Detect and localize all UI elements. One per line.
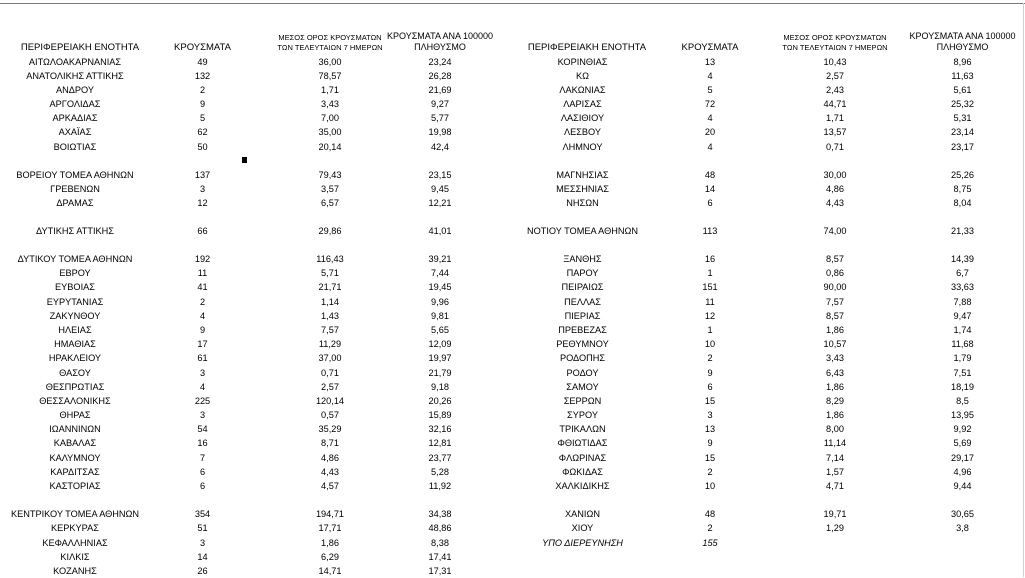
cases-cell: 14 [704,184,716,194]
cases-cell: 15 [704,396,716,406]
avg-cell: 1,71 [826,113,844,123]
region-cell: ΠΑΡΟΥ [566,268,599,278]
avg-cell: 11,29 [318,339,342,349]
region-cell: ΠΡΕΒΕΖΑΣ [558,325,607,335]
region-cell: ΚΑΒΑΛΑΣ [53,438,97,448]
table-row [0,296,1025,309]
per-100k-cell: 20,26 [428,396,452,406]
table-row [0,423,1025,436]
avg-cell: 35,29 [318,424,342,434]
per-100k-cell: 9,47 [953,311,972,321]
per-100k-cell: 25,26 [951,170,974,180]
header-cases-right: ΚΡΟΥΣΜΑΤΑ [681,42,739,53]
cases-cell: 10 [704,339,716,349]
avg-cell: 0,71 [826,142,844,152]
region-cell: ΕΥΒΟΙΑΣ [55,282,95,292]
per-100k-cell: 12,09 [428,339,452,349]
cases-cell: 3 [707,410,713,420]
region-cell: ΡΟΔΟΥ [566,368,599,378]
region-cell: ΛΕΣΒΟΥ [563,127,602,137]
per-100k-cell: 8,04 [953,198,972,208]
per-100k-cell: 25,32 [951,99,974,109]
region-cell: ΧΙΟΥ [571,523,594,533]
per-100k-cell: 9,18 [431,382,449,392]
table-row [0,225,1025,238]
avg-cell: 194,71 [315,509,345,519]
avg-cell: 1,43 [321,311,339,321]
region-cell: ΘΕΣΣΑΛΟΝΙΚΗΣ [39,396,111,406]
table-row [0,537,1025,550]
region-cell: ΛΑΚΩΝΙΑΣ [559,85,606,95]
region-cell: ΝΗΣΩΝ [566,198,599,208]
table-row [0,565,1025,578]
avg-cell: 6,43 [826,368,844,378]
avg-cell: 35,00 [318,127,342,137]
cases-cell: 11 [197,268,208,278]
region-cell: ΑΙΤΩΛΟΑΚΑΡΝΑΝΙΑΣ [28,57,122,67]
per-100k-cell: 4,96 [953,467,972,477]
table-row [0,551,1025,564]
region-cell: ΑΡΓΟΛΙΔΑΣ [49,99,101,109]
cases-cell: 3 [199,410,206,420]
region-cell: ΡΕΘΥΜΝΟΥ [556,339,609,349]
per-100k-cell: 30,65 [951,509,974,519]
table-row [0,281,1025,294]
per-100k-cell: 5,28 [431,467,449,477]
avg-cell: 0,71 [321,368,339,378]
region-cell: ΛΑΡΙΣΑΣ [563,99,602,109]
region-cell: ΛΗΜΝΟΥ [562,142,603,152]
cases-cell: 2 [199,297,206,307]
per-100k-cell: 9,96 [431,297,449,307]
region-cell: ΗΡΑΚΛΕΙΟΥ [48,353,102,363]
cases-cell: 61 [197,353,208,363]
cases-cell: 41 [197,282,208,292]
avg-cell: 37,00 [318,353,342,363]
region-cell: ΣΕΡΡΩΝ [563,396,602,406]
region-cell: ΚΑΣΤΟΡΙΑΣ [49,481,101,491]
per-100k-cell: 13,95 [951,410,974,420]
region-cell: ΜΑΓΝΗΣΙΑΣ [556,170,609,180]
table-row [0,437,1025,450]
cases-cell: 10 [704,481,716,491]
avg-cell: 19,71 [823,509,847,519]
region-cell: ΞΑΝΘΗΣ [563,254,602,264]
avg-cell: 4,71 [826,481,844,491]
region-cell: ΚΙΛΚΙΣ [60,552,90,562]
cases-cell: 15 [704,453,716,463]
region-cell: ΚΩ [576,71,589,81]
header-avg-line1: ΜΕΣΟΣ ΟΡΟΣ ΚΡΟΥΣΜΑΤΩΝ [783,33,887,42]
avg-cell: 44,71 [823,99,847,109]
region-cell: ΦΩΚΙΔΑΣ [562,467,603,477]
region-cell: ΜΕΣΣΗΝΙΑΣ [556,184,609,194]
table-row [0,310,1025,323]
avg-cell: 8,57 [826,311,844,321]
avg-cell: 13,57 [823,127,847,137]
cases-cell: 1 [707,268,713,278]
table-row [0,112,1025,125]
cases-cell: 6 [199,467,206,477]
table-row [0,324,1025,337]
cases-cell: 5 [199,113,206,123]
table-row [0,508,1025,521]
per-100k-cell: 26,28 [428,71,452,81]
per-100k-cell: 23,77 [428,453,452,463]
avg-cell: 7,00 [321,113,339,123]
per-100k-cell: 39,21 [428,254,452,264]
avg-cell: 30,00 [823,170,847,180]
per-100k-cell: 17,31 [428,566,452,576]
avg-cell: 14,71 [318,566,342,576]
per-100k-cell: 19,97 [428,353,452,363]
table-row [0,338,1025,351]
cases-cell: 12 [704,311,716,321]
per-100k-cell: 42,4 [431,142,449,152]
header-cases-left: ΚΡΟΥΣΜΑΤΑ [174,42,231,53]
per-100k-cell: 19,98 [428,127,452,137]
cases-cell: 9 [199,325,206,335]
avg-cell: 90,00 [823,282,847,292]
table-row [0,480,1025,493]
table-row [0,169,1025,182]
table-row [0,126,1025,139]
region-cell: ΘΑΣΟΥ [59,368,91,378]
avg-cell: 11,14 [823,438,847,448]
avg-cell: 4,43 [321,467,339,477]
avg-cell: 3,43 [826,353,844,363]
avg-cell: 8,57 [826,254,844,264]
cases-cell: 4 [707,113,713,123]
avg-cell: 1,71 [321,85,339,95]
region-cell: ΑΝΔΡΟΥ [55,85,94,95]
per-100k-cell: 23,14 [951,127,974,137]
header-avg-line2: ΤΩΝ ΤΕΛΕΥΤΑΙΩΝ 7 ΗΜΕΡΩΝ [277,43,383,52]
region-cell: ΘΕΣΠΡΩΤΙΑΣ [45,382,105,392]
cases-cell: 16 [704,254,716,264]
region-cell: ΓΡΕΒΕΝΩΝ [50,184,100,194]
cases-cell: 54 [197,424,208,434]
table-row [0,70,1025,83]
region-cell: ΚΕΝΤΡΙΚΟΥ ΤΟΜΕΑ ΑΘΗΝΩΝ [10,509,140,519]
header-per-line1: ΚΡΟΥΣΜΑΤΑ ΑΝΑ 100000 [387,31,493,41]
avg-cell: 4,43 [826,198,844,208]
table-row [0,197,1025,210]
table-row [0,141,1025,154]
cases-cell: 7 [199,453,206,463]
header-per-line2: ΠΛΗΘΥΣΜΟ [936,42,989,52]
region-cell: ΧΑΝΙΩΝ [565,509,600,519]
cases-cell: 3 [199,184,206,194]
region-cell: ΙΩΑΝΝΙΝΩΝ [49,424,101,434]
table-row [0,183,1025,196]
avg-cell: 4,86 [321,453,339,463]
per-100k-cell: 11,68 [951,339,974,349]
per-100k-cell: 1,74 [953,325,972,335]
cases-cell: 13 [704,57,716,67]
cases-cell: 14 [197,552,208,562]
region-cell: ΚΑΛΥΜΝΟΥ [49,453,101,463]
per-100k-cell: 5,31 [953,113,972,123]
table-row [0,84,1025,97]
per-100k-cell: 8,96 [953,57,972,67]
avg-cell: 6,57 [321,198,339,208]
avg-cell: 36,00 [318,57,342,67]
region-cell: ΚΟΡΙΝΘΙΑΣ [557,57,608,67]
region-cell: ΔΥΤΙΚΟΥ ΤΟΜΕΑ ΑΘΗΝΩΝ [17,254,133,264]
per-100k-cell: 23,24 [428,57,452,67]
per-100k-cell: 8,75 [953,184,972,194]
per-100k-cell: 9,92 [953,424,972,434]
region-cell: ΚΟΖΑΝΗΣ [53,566,97,576]
cases-cell: 137 [194,170,211,180]
region-cell: ΠΕΙΡΑΙΩΣ [561,282,604,292]
per-100k-cell: 9,81 [431,311,449,321]
per-100k-cell: 11,63 [951,71,974,81]
avg-cell: 21,71 [318,282,342,292]
table-row [0,352,1025,365]
region-cell: ΗΛΕΙΑΣ [58,325,92,335]
per-100k-cell: 7,51 [953,368,972,378]
avg-cell: 10,43 [823,57,847,67]
cases-cell: 132 [194,71,211,81]
per-100k-cell: 1,79 [953,353,972,363]
per-100k-cell: 14,39 [951,254,974,264]
header-per-line2: ΠΛΗΘΥΣΜΟ [414,42,466,52]
cases-cell: 5 [707,85,713,95]
avg-cell: 1,14 [321,297,339,307]
table-row [0,466,1025,479]
per-100k-cell: 32,16 [428,424,452,434]
per-100k-cell: 9,44 [953,481,972,491]
region-cell: ΔΥΤΙΚΗΣ ΑΤΤΙΚΗΣ [36,226,114,236]
avg-cell: 5,71 [321,268,339,278]
cases-cell: 11 [705,297,715,307]
per-100k-cell: 15,89 [428,410,452,420]
cases-cell: 4 [707,71,713,81]
avg-cell: 1,86 [826,382,844,392]
avg-cell: 2,43 [826,85,844,95]
avg-cell: 7,14 [826,453,844,463]
per-100k-cell: 21,69 [428,85,452,95]
cases-cell: 155 [702,538,718,548]
header-region-right: ΠΕΡΙΦΕΡΕΙΑΚΗ ΕΝΟΤΗΤΑ [527,42,647,53]
avg-cell: 2,57 [826,71,844,81]
per-100k-cell: 17,41 [428,552,452,562]
cases-cell: 16 [197,438,208,448]
cases-cell: 48 [704,509,716,519]
region-cell: ΖΑΚΥΝΘΟΥ [49,311,101,321]
cases-cell: 3 [199,368,206,378]
cases-cell: 2 [707,353,713,363]
header-region-left: ΠΕΡΙΦΕΡΕΙΑΚΗ ΕΝΟΤΗΤΑ [20,42,140,53]
region-cell: ΘΗΡΑΣ [59,410,91,420]
region-cell: ΔΡΑΜΑΣ [56,198,94,208]
region-cell: ΥΠΟ ΔΙΕΡΕΥΝΗΣΗ [542,538,623,548]
per-100k-cell: 5,65 [431,325,449,335]
cases-cell: 4 [707,142,713,152]
region-cell: ΗΜΑΘΙΑΣ [54,339,96,349]
avg-cell: 3,43 [321,99,339,109]
region-cell: ΚΑΡΔΙΤΣΑΣ [50,467,100,477]
table-row [0,367,1025,380]
cases-cell: 4 [199,311,206,321]
region-cell: ΑΡΚΑΔΙΑΣ [52,113,98,123]
table-row [0,56,1025,69]
cases-cell: 51 [197,523,208,533]
per-100k-cell: 19,45 [428,282,452,292]
table-row [0,522,1025,535]
avg-cell: 6,29 [321,552,339,562]
cases-cell: 72 [704,99,716,109]
region-cell: ΑΧΑΪΑΣ [58,127,92,137]
per-100k-cell: 7,44 [431,268,449,278]
cases-cell: 62 [197,127,208,137]
region-cell: ΣΑΜΟΥ [566,382,599,392]
table-row [0,452,1025,465]
cases-cell: 1 [707,325,713,335]
avg-cell: 1,29 [826,523,844,533]
region-cell: ΧΑΛΚΙΔΙΚΗΣ [555,481,610,491]
table-row [0,267,1025,280]
avg-cell: 4,57 [321,481,339,491]
cases-cell: 6 [199,481,206,491]
region-cell: ΕΒΡΟΥ [59,268,91,278]
cases-cell: 17 [197,339,208,349]
per-100k-cell: 23,15 [428,170,452,180]
header-avg-line2: ΤΩΝ ΤΕΛΕΥΤΑΙΩΝ 7 ΗΜΕΡΩΝ [782,43,888,52]
per-100k-cell: 9,45 [431,184,449,194]
cases-cell: 4 [199,382,206,392]
region-cell: ΠΙΕΡΙΑΣ [564,311,601,321]
cases-cell: 113 [702,226,718,236]
region-cell: ΡΟΔΟΠΗΣ [559,353,606,363]
cases-cell: 20 [704,127,716,137]
per-100k-cell: 6,7 [956,268,969,278]
cases-cell: 50 [197,142,208,152]
cases-cell: 192 [194,254,211,264]
header-avg-line1: ΜΕΣΟΣ ΟΡΟΣ ΚΡΟΥΣΜΑΤΩΝ [278,33,382,42]
per-100k-cell: 8,38 [431,538,449,548]
per-100k-cell: 8,5 [956,396,969,406]
cases-cell: 6 [707,198,713,208]
cases-cell: 151 [702,282,718,292]
per-100k-cell: 5,61 [953,85,972,95]
region-cell: ΦΘΙΩΤΙΔΑΣ [557,438,608,448]
per-100k-cell: 41,01 [428,226,452,236]
table-row [0,381,1025,394]
cases-cell: 12 [197,198,208,208]
cases-cell: 2 [199,85,206,95]
avg-cell: 7,57 [826,297,844,307]
avg-cell: 4,86 [826,184,844,194]
region-cell: ΕΥΡΥΤΑΝΙΑΣ [46,297,104,307]
cases-cell: 49 [197,57,208,67]
region-cell: ΦΛΩΡΙΝΑΣ [558,453,607,463]
cases-cell: 48 [704,170,716,180]
avg-cell: 116,43 [316,254,344,264]
cases-cell: 66 [197,226,208,236]
per-100k-cell: 12,81 [428,438,452,448]
region-cell: ΑΝΑΤΟΛΙΚΗΣ ΑΤΤΙΚΗΣ [26,71,124,81]
avg-cell: 7,57 [321,325,339,335]
per-100k-cell: 5,69 [953,438,972,448]
region-cell: ΒΟΙΩΤΙΑΣ [53,142,97,152]
cases-cell: 26 [197,566,208,576]
avg-cell: 3,57 [321,184,339,194]
avg-cell: 1,86 [826,410,844,420]
table-row [0,98,1025,111]
table-row [0,253,1025,266]
per-100k-cell: 34,38 [428,509,452,519]
avg-cell: 17,71 [318,523,342,533]
cases-cell: 3 [199,538,206,548]
region-cell: ΤΡΙΚΑΛΩΝ [559,424,606,434]
cases-cell: 2 [707,523,713,533]
cases-cell: 2 [707,467,713,477]
cases-cell: 354 [194,509,211,519]
per-100k-cell: 48,86 [428,523,452,533]
per-100k-cell: 11,92 [428,481,452,491]
cases-cell: 225 [194,396,211,406]
cases-cell: 9 [707,368,713,378]
region-cell: ΝΟΤΙΟΥ ΤΟΜΕΑ ΑΘΗΝΩΝ [526,226,639,236]
table-row [0,395,1025,408]
avg-cell: 120,14 [315,396,345,406]
per-100k-cell: 3,8 [956,523,969,533]
avg-cell: 1,86 [826,325,844,335]
avg-cell: 29,86 [318,226,342,236]
per-100k-cell: 21,79 [428,368,452,378]
avg-cell: 8,00 [826,424,844,434]
per-100k-cell: 21,33 [951,226,974,236]
avg-cell: 1,57 [826,467,844,477]
avg-cell: 8,29 [826,396,844,406]
region-cell: ΒΟΡΕΙΟΥ ΤΟΜΕΑ ΑΘΗΝΩΝ [16,170,134,180]
per-100k-cell: 9,27 [431,99,449,109]
cases-cell: 9 [707,438,713,448]
per-100k-cell: 29,17 [951,453,974,463]
region-cell: ΚΕΦΑΛΛΗΝΙΑΣ [42,538,108,548]
avg-cell: 0,57 [321,410,339,420]
per-100k-cell: 12,21 [428,198,452,208]
avg-cell: 8,71 [321,438,339,448]
header-per-line1: ΚΡΟΥΣΜΑΤΑ ΑΝΑ 100000 [909,31,1016,41]
cases-cell: 6 [707,382,713,392]
avg-cell: 1,86 [321,538,339,548]
per-100k-cell: 5,77 [431,113,449,123]
avg-cell: 2,57 [321,382,339,392]
per-100k-cell: 23,17 [951,142,974,152]
avg-cell: 20,14 [318,142,342,152]
cases-cell: 9 [199,99,206,109]
table-row [0,409,1025,422]
per-100k-cell: 18,19 [951,382,974,392]
avg-cell: 10,57 [823,339,847,349]
region-cell: ΚΕΡΚΥΡΑΣ [51,523,99,533]
avg-cell: 79,43 [318,170,342,180]
avg-cell: 74,00 [823,226,847,236]
avg-cell: 0,86 [826,268,844,278]
per-100k-cell: 33,63 [951,282,974,292]
avg-cell: 78,57 [318,71,342,81]
region-cell: ΣΥΡΟΥ [567,410,598,420]
region-cell: ΛΑΣΙΘΙΟΥ [560,113,605,123]
region-cell: ΠΕΛΛΑΣ [564,297,601,307]
per-100k-cell: 7,88 [953,297,972,307]
cases-cell: 13 [704,424,716,434]
